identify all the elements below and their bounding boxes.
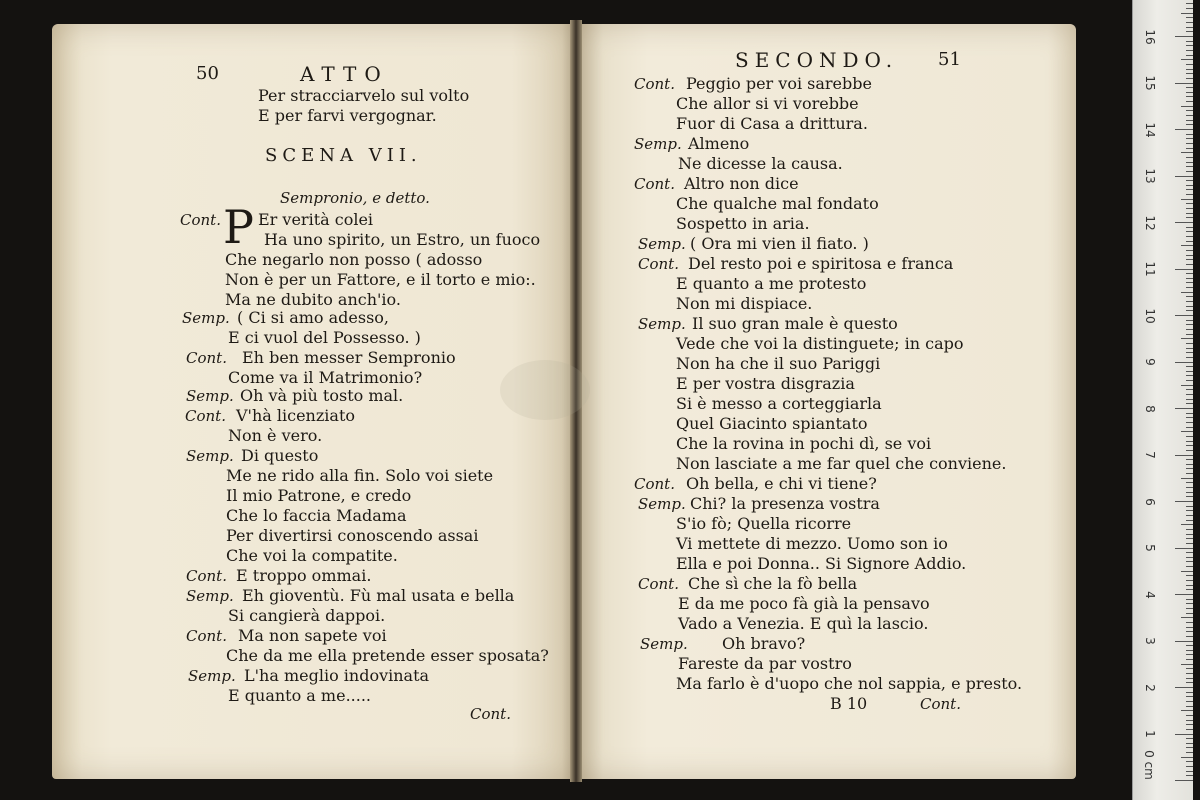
ruler-tick: [1181, 292, 1193, 293]
ruler-tick: [1186, 678, 1193, 679]
speaker-label: Cont.: [180, 211, 221, 229]
ruler-tick: [1186, 185, 1193, 186]
dialogue-line: Che voi la compatite.: [226, 546, 398, 565]
ruler-tick: [1186, 255, 1193, 256]
ruler-tick: [1186, 334, 1193, 335]
ruler-tick: [1186, 543, 1193, 544]
ruler-tick: [1186, 743, 1193, 744]
ruler-tick: [1186, 450, 1193, 451]
dialogue-line: Eh gioventù. Fù mal usata e bella: [242, 586, 515, 605]
ruler-tick: [1175, 734, 1193, 735]
ruler-tick: [1186, 352, 1193, 353]
ruler-tick: [1186, 622, 1193, 623]
dialogue-line: Er verità colei: [258, 210, 374, 229]
ruler-tick: [1186, 659, 1193, 660]
dialogue-line: Che lo faccia Madama: [226, 506, 407, 525]
dialogue-line: E da me poco fà già la pensavo: [678, 594, 930, 613]
ruler-tick: [1175, 780, 1193, 781]
dialogue-line: Oh bravo?: [722, 634, 806, 653]
ruler-tick: [1186, 320, 1193, 321]
ruler-tick: [1186, 636, 1193, 637]
ruler-tick: [1186, 138, 1193, 139]
ruler-tick: [1186, 120, 1193, 121]
verse-line: E per farvi vergognar.: [258, 106, 437, 125]
ruler-tick: [1186, 441, 1193, 442]
ruler-tick: [1186, 515, 1193, 516]
ruler-tick: [1181, 757, 1193, 758]
ruler-number: 10: [1143, 307, 1157, 324]
stage-direction: Sempronio, e detto.: [280, 189, 430, 207]
ruler-tick: [1186, 31, 1193, 32]
dialogue-line: E ci vuol del Possesso. ): [228, 328, 421, 347]
ruler-tick: [1186, 413, 1193, 414]
speaker-label: Semp.: [638, 235, 686, 253]
ruler-tick: [1175, 315, 1193, 316]
ruler-tick: [1175, 36, 1193, 37]
ruler-tick: [1186, 236, 1193, 237]
ruler-tick: [1186, 380, 1193, 381]
dialogue-line: Non lasciate a me far quel che conviene.: [676, 454, 1007, 473]
ruler-tick: [1186, 729, 1193, 730]
ruler-tick: [1175, 501, 1193, 502]
dialogue-line: Che da me ella pretende esser sposata?: [226, 646, 549, 665]
dialogue-line: Quel Giacinto spiantato: [676, 414, 868, 433]
ruler-tick: [1186, 580, 1193, 581]
ruler-tick: [1186, 324, 1193, 325]
ruler-tick: [1186, 50, 1193, 51]
dialogue-line: Che negarlo non posso ( adosso: [225, 250, 483, 269]
ruler-tick: [1186, 343, 1193, 344]
ruler-tick: [1186, 278, 1193, 279]
dialogue-line: Eh ben messer Sempronio: [242, 348, 456, 367]
ruler-number: 7: [1143, 451, 1157, 459]
scene-title: SCENA VII.: [265, 145, 422, 166]
ruler-tick: [1175, 687, 1193, 688]
ruler-tick: [1175, 455, 1193, 456]
ruler-tick: [1186, 162, 1193, 163]
ruler-tick: [1186, 561, 1193, 562]
ruler-tick: [1186, 654, 1193, 655]
ruler-tick: [1181, 431, 1193, 432]
ruler-tick: [1186, 608, 1193, 609]
ruler-tick: [1186, 696, 1193, 697]
ruler-tick: [1186, 487, 1193, 488]
ruler-tick: [1186, 468, 1193, 469]
ruler-tick: [1186, 241, 1193, 242]
ruler-tick: [1186, 747, 1193, 748]
ruler-tick: [1186, 738, 1193, 739]
ruler-tick: [1175, 176, 1193, 177]
ruler-tick: [1186, 348, 1193, 349]
ruler-tick: [1186, 17, 1193, 18]
dialogue-line: Si è messo a corteggiarla: [676, 394, 882, 413]
dialogue-line: Che allor si vi vorebbe: [676, 94, 859, 113]
ruler-tick: [1186, 203, 1193, 204]
dialogue-line: Il mio Patrone, e credo: [226, 486, 412, 505]
dialogue-line: Che qualche mal fondato: [676, 194, 879, 213]
ruler-tick: [1186, 436, 1193, 437]
ruler-tick: [1186, 682, 1193, 683]
dialogue-line: ( Ci si amo adesso,: [237, 308, 390, 327]
ruler-tick: [1186, 627, 1193, 628]
dialogue-line: Non è per un Fattore, e il torto e mio:.: [225, 270, 536, 289]
speaker-label: Semp.: [182, 309, 230, 327]
speaker-label: Cont.: [638, 255, 679, 273]
dialogue-line: Non mi dispiace.: [676, 294, 813, 313]
ruler-tick: [1186, 110, 1193, 111]
speaker-label: Semp.: [638, 495, 686, 513]
ruler-tick: [1186, 575, 1193, 576]
speaker-label: Semp.: [188, 667, 236, 685]
drop-cap: P: [223, 200, 254, 254]
dialogue-line: S'io fò; Quella ricorre: [676, 514, 852, 533]
ruler-tick: [1186, 492, 1193, 493]
ruler-tick: [1175, 269, 1193, 270]
ruler-tick: [1186, 8, 1193, 9]
ruler-tick: [1186, 124, 1193, 125]
ruler-tick: [1181, 478, 1193, 479]
ruler-tick: [1186, 631, 1193, 632]
ruler-tick: [1186, 287, 1193, 288]
speaker-label: Semp.: [638, 315, 686, 333]
ruler-number: 12: [1143, 214, 1157, 231]
ruler-tick: [1186, 692, 1193, 693]
verse-line: Per stracciarvelo sul volto: [258, 86, 470, 105]
ruler-tick: [1186, 520, 1193, 521]
ruler-tick: [1181, 617, 1193, 618]
dialogue-line: Me ne rido alla fin. Solo voi siete: [226, 466, 494, 485]
running-head-left: ATTO: [300, 62, 389, 86]
ruler-tick: [1181, 106, 1193, 107]
ruler-tick: [1181, 571, 1193, 572]
ruler-tick: [1186, 92, 1193, 93]
speaker-label: Cont.: [186, 567, 227, 585]
ruler-tick: [1186, 715, 1193, 716]
ruler-tick: [1186, 538, 1193, 539]
running-head-right: SECONDO.: [735, 48, 899, 72]
dialogue-line: Per divertirsi conoscendo assai: [226, 526, 479, 545]
ruler-tick: [1186, 64, 1193, 65]
ruler-number: 5: [1143, 544, 1157, 552]
ruler-tick: [1186, 189, 1193, 190]
ruler-tick: [1186, 375, 1193, 376]
ruler-tick: [1186, 557, 1193, 558]
dialogue-line: Il suo gran male è questo: [692, 314, 898, 333]
ruler-tick: [1186, 306, 1193, 307]
ruler-tick: [1175, 641, 1193, 642]
ruler-number: 1: [1143, 730, 1157, 738]
library-watermark: [500, 360, 590, 420]
dialogue-line: Che la rovina in pochi dì, se voi: [676, 434, 932, 453]
speaker-label: Cont.: [185, 407, 226, 425]
dialogue-line: Del resto poi e spiritosa e franca: [688, 254, 954, 273]
ruler-tick: [1186, 650, 1193, 651]
dialogue-line: Ne dicesse la causa.: [678, 154, 843, 173]
ruler-tick: [1186, 720, 1193, 721]
catchword-left: Cont.: [470, 705, 511, 723]
dialogue-line: E per vostra disgrazia: [676, 374, 855, 393]
ruler-tick: [1186, 96, 1193, 97]
ruler-tick: [1186, 482, 1193, 483]
dialogue-line: Ma ne dubito anch'io.: [225, 290, 401, 309]
ruler-tick: [1186, 761, 1193, 762]
ruler-tick: [1186, 585, 1193, 586]
ruler-tick: [1181, 385, 1193, 386]
ruler-tick: [1175, 129, 1193, 130]
ruler-tick: [1186, 701, 1193, 702]
ruler-tick: [1186, 668, 1193, 669]
ruler-tick: [1186, 143, 1193, 144]
dialogue-line: Ella e poi Donna.. Si Signore Addio.: [676, 554, 967, 573]
page-number-left: 50: [196, 63, 219, 84]
dialogue-line: Come va il Matrimonio?: [228, 368, 423, 387]
dialogue-line: Vado a Venezia. E quì la lascio.: [678, 614, 929, 633]
ruler-number: 13: [1143, 168, 1157, 184]
ruler-tick: [1186, 231, 1193, 232]
ruler-tick: [1186, 115, 1193, 116]
ruler-number: 8: [1143, 404, 1157, 413]
ruler-tick: [1186, 752, 1193, 753]
ruler-tick: [1186, 329, 1193, 330]
ruler-tick: [1186, 566, 1193, 567]
ruler-unit-label: 0 cm: [1142, 750, 1156, 780]
ruler-number: 14: [1143, 121, 1157, 138]
ruler-tick: [1186, 534, 1193, 535]
dialogue-line: Non ha che il suo Pariggi: [676, 354, 881, 373]
ruler-tick: [1181, 152, 1193, 153]
ruler-tick: [1175, 594, 1193, 595]
ruler-tick: [1186, 101, 1193, 102]
signature-mark: B 10: [830, 694, 868, 713]
speaker-label: Semp.: [186, 447, 234, 465]
ruler-tick: [1186, 296, 1193, 297]
dialogue-line: Altro non dice: [684, 174, 799, 193]
ruler-tick: [1186, 445, 1193, 446]
ruler-tick: [1186, 399, 1193, 400]
speaker-label: Semp.: [186, 387, 234, 405]
dialogue-line: Ma farlo è d'uopo che nol sappia, e presto.: [676, 674, 1023, 693]
dialogue-line: Fareste da par vostro: [678, 654, 852, 673]
ruler-tick: [1175, 83, 1193, 84]
ruler-tick: [1181, 199, 1193, 200]
dialogue-line: Che sì che la fò bella: [688, 574, 858, 593]
ruler-tick: [1186, 194, 1193, 195]
ruler-tick: [1186, 310, 1193, 311]
ruler-tick: [1186, 27, 1193, 28]
speaker-label: Cont.: [638, 575, 679, 593]
ruler-tick: [1186, 208, 1193, 209]
dialogue-line: Oh bella, e chi vi tiene?: [686, 474, 877, 493]
ruler-tick: [1186, 473, 1193, 474]
ruler-tick: [1186, 134, 1193, 135]
speaker-label: Semp.: [640, 635, 688, 653]
dialogue-line: E troppo ommai.: [236, 566, 372, 585]
ruler-tick: [1175, 362, 1193, 363]
ruler-tick: [1186, 250, 1193, 251]
ruler-number: 4: [1143, 590, 1157, 599]
dialogue-line: Ha uno spirito, un Estro, un fuoco: [264, 230, 541, 249]
ruler-tick: [1186, 552, 1193, 553]
dialogue-line: E quanto a me.....: [228, 686, 371, 705]
ruler-tick: [1186, 603, 1193, 604]
ruler-number: 6: [1143, 497, 1157, 506]
ruler-tick: [1186, 417, 1193, 418]
ruler-tick: [1186, 227, 1193, 228]
ruler-tick: [1186, 766, 1193, 767]
ruler-tick: [1186, 371, 1193, 372]
ruler-tick: [1186, 775, 1193, 776]
ruler-tick: [1181, 664, 1193, 665]
ruler-tick: [1186, 69, 1193, 70]
ruler-tick: [1186, 459, 1193, 460]
ruler-tick: [1186, 41, 1193, 42]
speaker-label: Cont.: [186, 627, 227, 645]
ruler-tick: [1186, 389, 1193, 390]
ruler-tick: [1186, 613, 1193, 614]
speaker-label: Semp.: [186, 587, 234, 605]
ruler-tick: [1186, 301, 1193, 302]
speaker-label: Cont.: [634, 175, 675, 193]
speaker-label: Semp.: [634, 135, 682, 153]
ruler-tick: [1181, 245, 1193, 246]
ruler-tick: [1186, 589, 1193, 590]
dialogue-line: L'ha meglio indovinata: [244, 666, 430, 685]
ruler-number: 9: [1143, 358, 1157, 366]
dialogue-line: Oh và più tosto mal.: [240, 386, 404, 405]
ruler-tick: [1186, 259, 1193, 260]
ruler-tick: [1186, 180, 1193, 181]
dialogue-line: Vi mettete di mezzo. Uomo son io: [676, 534, 948, 553]
ruler-tick: [1186, 264, 1193, 265]
ruler-tick: [1186, 599, 1193, 600]
ruler-tick: [1186, 282, 1193, 283]
ruler-tick: [1186, 394, 1193, 395]
ruler-tick: [1175, 548, 1193, 549]
ruler-tick: [1186, 771, 1193, 772]
ruler-tick: [1186, 166, 1193, 167]
dialogue-line: Ma non sapete voi: [238, 626, 387, 645]
dialogue-line: V'hà licenziato: [236, 406, 355, 425]
dialogue-line: Non è vero.: [228, 426, 323, 445]
ruler-tick: [1186, 529, 1193, 530]
catchword-right: Cont.: [920, 695, 961, 713]
ruler-tick: [1186, 148, 1193, 149]
ruler-tick: [1186, 22, 1193, 23]
dialogue-line: Fuor di Casa a drittura.: [676, 114, 868, 133]
ruler-tick: [1186, 357, 1193, 358]
ruler-number: 15: [1143, 75, 1157, 91]
ruler-tick: [1186, 78, 1193, 79]
ruler-tick: [1186, 706, 1193, 707]
speaker-label: Cont.: [634, 75, 675, 93]
ruler-tick: [1186, 273, 1193, 274]
ruler-number: 11: [1143, 261, 1157, 277]
dialogue-line: Peggio per voi sarebbe: [686, 74, 872, 93]
ruler-tick: [1186, 403, 1193, 404]
ruler-tick: [1186, 217, 1193, 218]
ruler-tick: [1186, 157, 1193, 158]
ruler-tick: [1186, 422, 1193, 423]
dialogue-line: Chi? la presenza vostra: [690, 494, 880, 513]
dialogue-line: ( Ora mi vien il fiato. ): [690, 234, 869, 253]
dialogue-line: Sospetto in aria.: [676, 214, 810, 233]
dialogue-line: Si cangierà dappoi.: [228, 606, 386, 625]
ruler-tick: [1186, 366, 1193, 367]
page-number-right: 51: [938, 49, 961, 70]
ruler-number: 3: [1143, 637, 1157, 645]
ruler-tick: [1181, 13, 1193, 14]
ruler-tick: [1186, 724, 1193, 725]
ruler-tick: [1186, 427, 1193, 428]
speaker-label: Cont.: [634, 475, 675, 493]
ruler-tick: [1186, 213, 1193, 214]
dialogue-line: Di questo: [241, 446, 319, 465]
ruler-tick: [1186, 45, 1193, 46]
ruler-tick: [1186, 87, 1193, 88]
ruler-tick: [1186, 506, 1193, 507]
dialogue-line: Vede che voi la distinguete; in capo: [676, 334, 964, 353]
ruler-tick: [1186, 510, 1193, 511]
ruler-tick: [1175, 408, 1193, 409]
ruler-tick: [1186, 673, 1193, 674]
ruler-tick: [1181, 524, 1193, 525]
ruler-tick: [1181, 59, 1193, 60]
ruler-tick: [1186, 464, 1193, 465]
ruler-tick: [1181, 338, 1193, 339]
ruler-number: 2: [1143, 683, 1157, 692]
ruler-number: 16: [1143, 28, 1157, 45]
ruler-tick: [1181, 710, 1193, 711]
speaker-label: Cont.: [186, 349, 227, 367]
dialogue-line: E quanto a me protesto: [676, 274, 867, 293]
ruler-tick: [1186, 645, 1193, 646]
ruler-tick: [1175, 222, 1193, 223]
dialogue-line: Almeno: [688, 134, 750, 153]
ruler-tick: [1186, 496, 1193, 497]
ruler-tick: [1186, 55, 1193, 56]
ruler-tick: [1186, 171, 1193, 172]
measuring-ruler: [1132, 0, 1193, 800]
ruler-tick: [1186, 73, 1193, 74]
ruler-tick: [1186, 3, 1193, 4]
